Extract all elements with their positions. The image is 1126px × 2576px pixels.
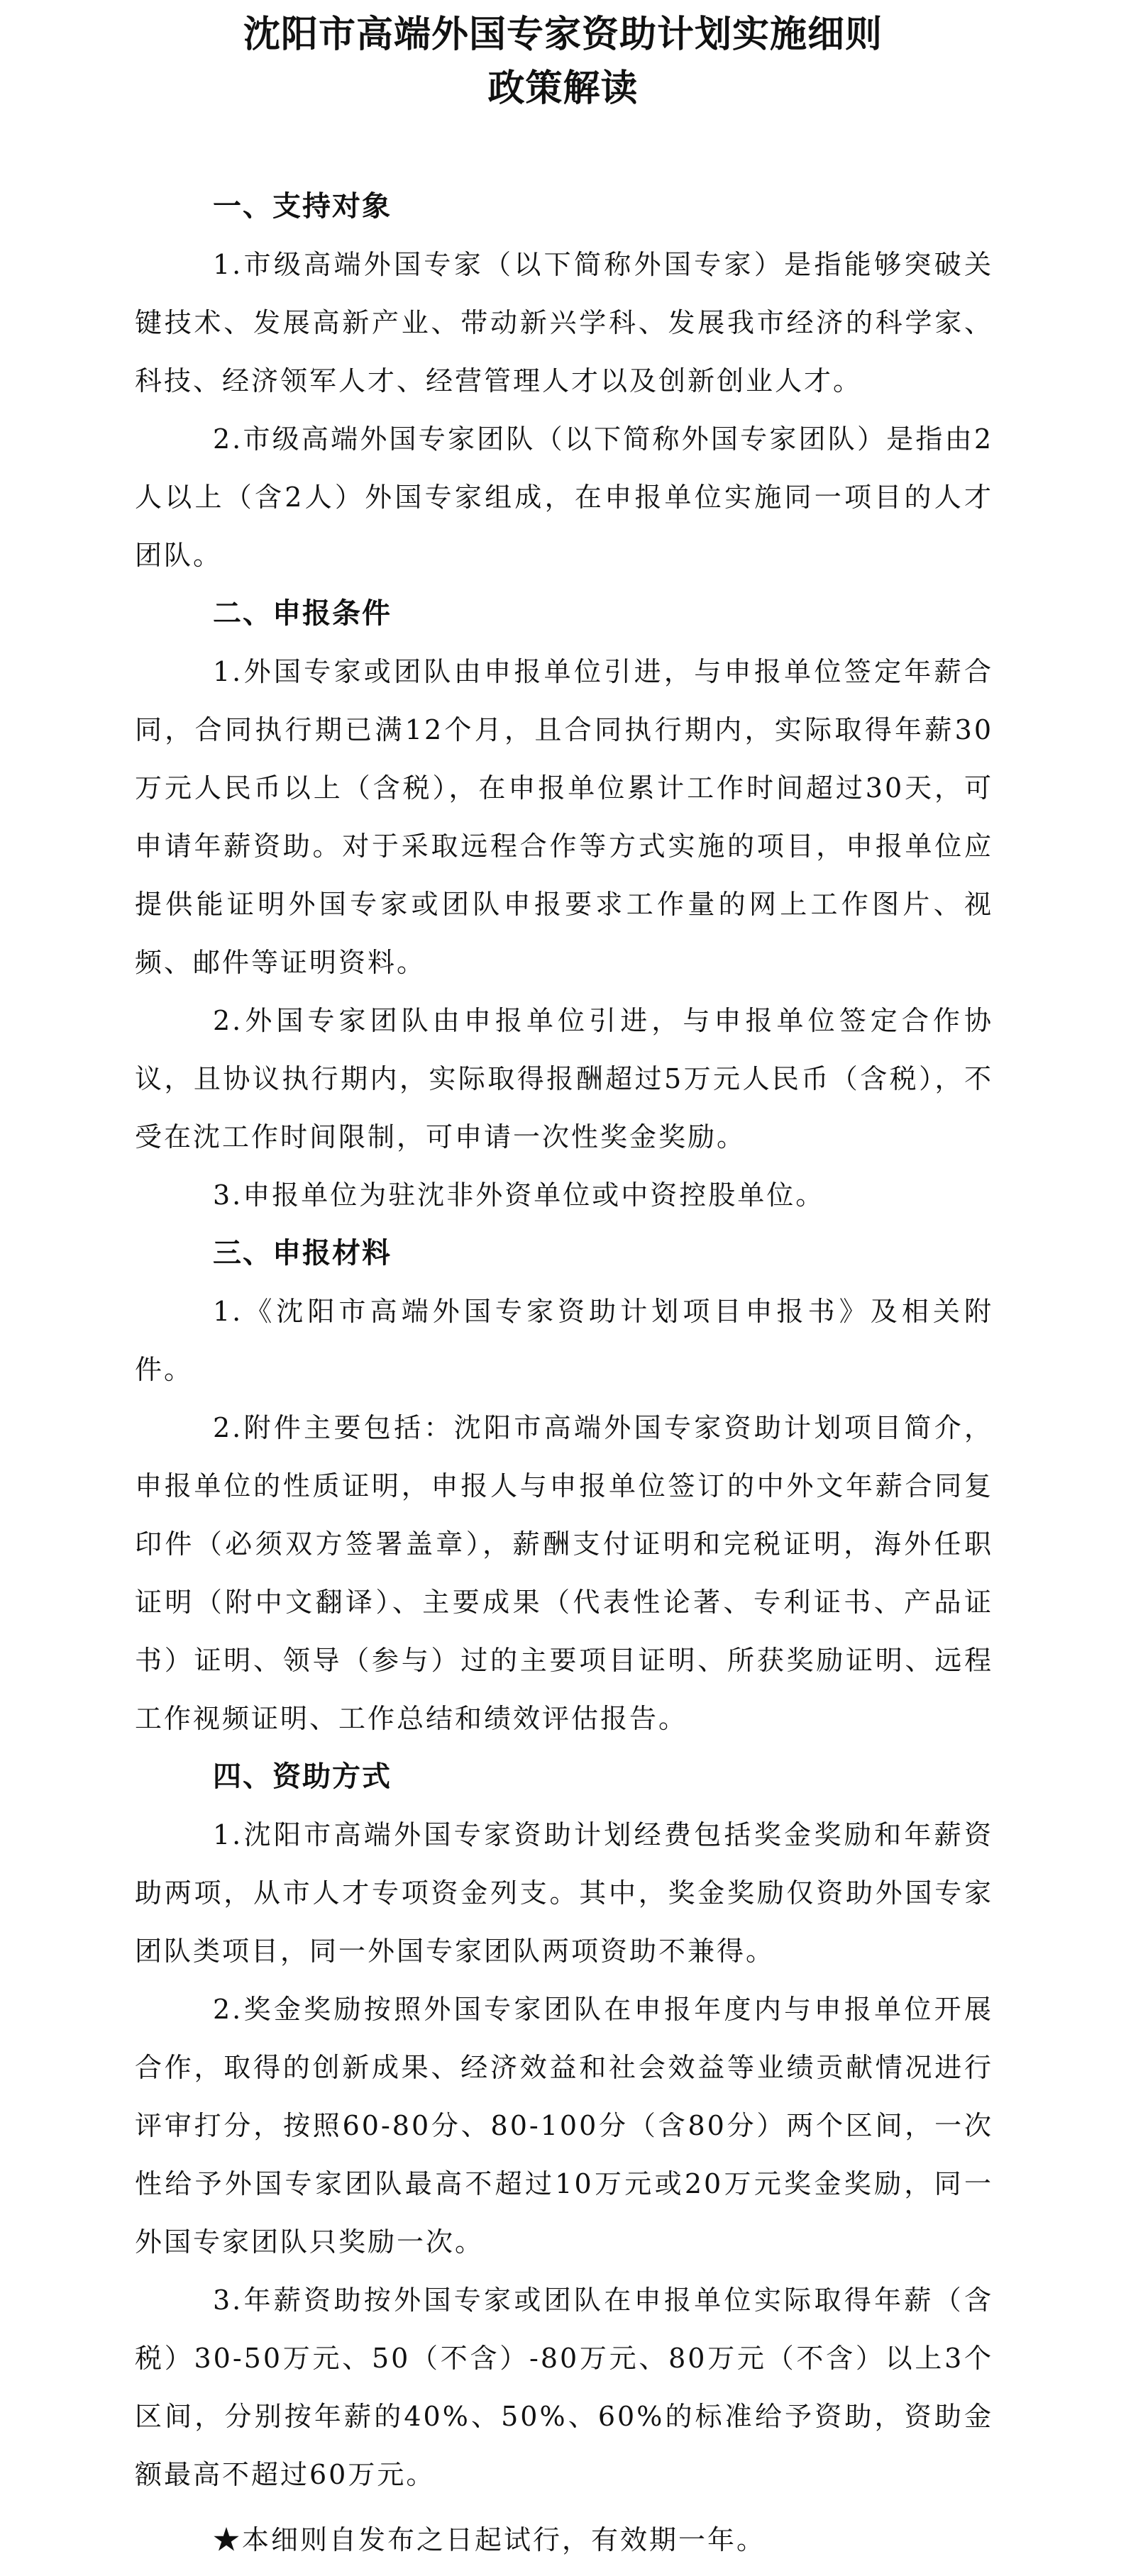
section-heading: 二、申报条件 [213,596,392,630]
section-application-materials [135,1224,993,1748]
section-heading: 三、申报材料 [213,1236,392,1270]
paragraph: 2.附件主要包括：沈阳市高端外国专家资助计划项目简介，申报单位的性质证明，申报人与申报单位签订的中外文年薪合同复印件（必须双方签署盖章），薪酬支付证明和完税证明，海外任职证明（附中文翻译）、主要成果（代表性论著、专利证书、产品证书）证明、领导（参与）过的主要项目证明、所获奖励证明、远程工作视频证明、工作总结和绩效评估报告。 [135,1412,993,1734]
paragraph: 1.外国专家或团队由申报单位引进，与申报单位签定年薪合同，合同执行期已满12个月，且合同执行期内，实际取得年薪30万元人民币以上（含税），在申报单位累计工作时间超过30天，可申请年薪资助。对于采取远程合作等方式实施的项目，申报单位应提供能证明外国专家或团队申报要求工作量的网上工作图片、视频、邮件等证明资料。 [135,656,993,978]
paragraph: 1.沈阳市高端外国专家资助计划经费包括奖金奖励和年薪资助两项，从市人才专项资金列支。其中，奖金奖励仅资助外国专家团队类项目，同一外国专家团队两项资助不兼得。 [135,1819,993,1967]
paragraph: 2.市级高端外国专家团队（以下简称外国专家团队）是指由2人以上（含2人）外国专家组成，在申报单位实施同一项目的人才团队。 [135,423,993,571]
paragraph: 1.市级高端外国专家（以下简称外国专家）是指能够突破关键技术、发展高新产业、带动新兴学科、发展我市经济的科学家、科技、经济领军人才、经营管理人才以及创新创业人才。 [135,249,993,396]
document-body [135,177,993,2504]
section-support-target [135,177,993,584]
document-title: 沈阳市高端外国专家资助计划实施细则 [243,13,883,56]
section-funding-methods [135,1748,993,2504]
paragraph: 1.《沈阳市高端外国专家资助计划项目申报书》及相关附件。 [135,1296,993,1385]
paragraph: 2.外国专家团队由申报单位引进，与申报单位签定合作协议，且协议执行期内，实际取得报酬超过5万元人民币（含税），不受在沈工作时间限制，可申请一次性奖金奖励。 [135,1005,993,1153]
paragraph: 3.年薪资助按外国专家或团队在申报单位实际取得年薪（含税）30-50万元、50（不含）-80万元、80万元（不含）以上3个区间，分别按年薪的40%、50%、60%的标准给予资助，资助金额最高不超过60万元。 [135,2284,993,2490]
document-subtitle: 政策解读 [487,67,639,110]
section-heading: 四、资助方式 [213,1760,392,1793]
footer-note: ★本细则自发布之日起试行，有效期一年。 [213,2524,766,2555]
paragraph: 3.申报单位为驻沈非外资单位或中资控股单位。 [213,1179,825,1211]
section-heading: 一、支持对象 [213,189,392,223]
section-application-conditions [135,584,993,1224]
paragraph: 2.奖金奖励按照外国专家团队在申报年度内与申报单位开展合作，取得的创新成果、经济效益和社会效益等业绩贡献情况进行评审打分，按照60-80分、80-100分（含80分）两个区间，一次性给予外国专家团队最高不超过10万元或20万元奖金奖励，同一外国专家团队只奖励一次。 [135,1994,993,2258]
